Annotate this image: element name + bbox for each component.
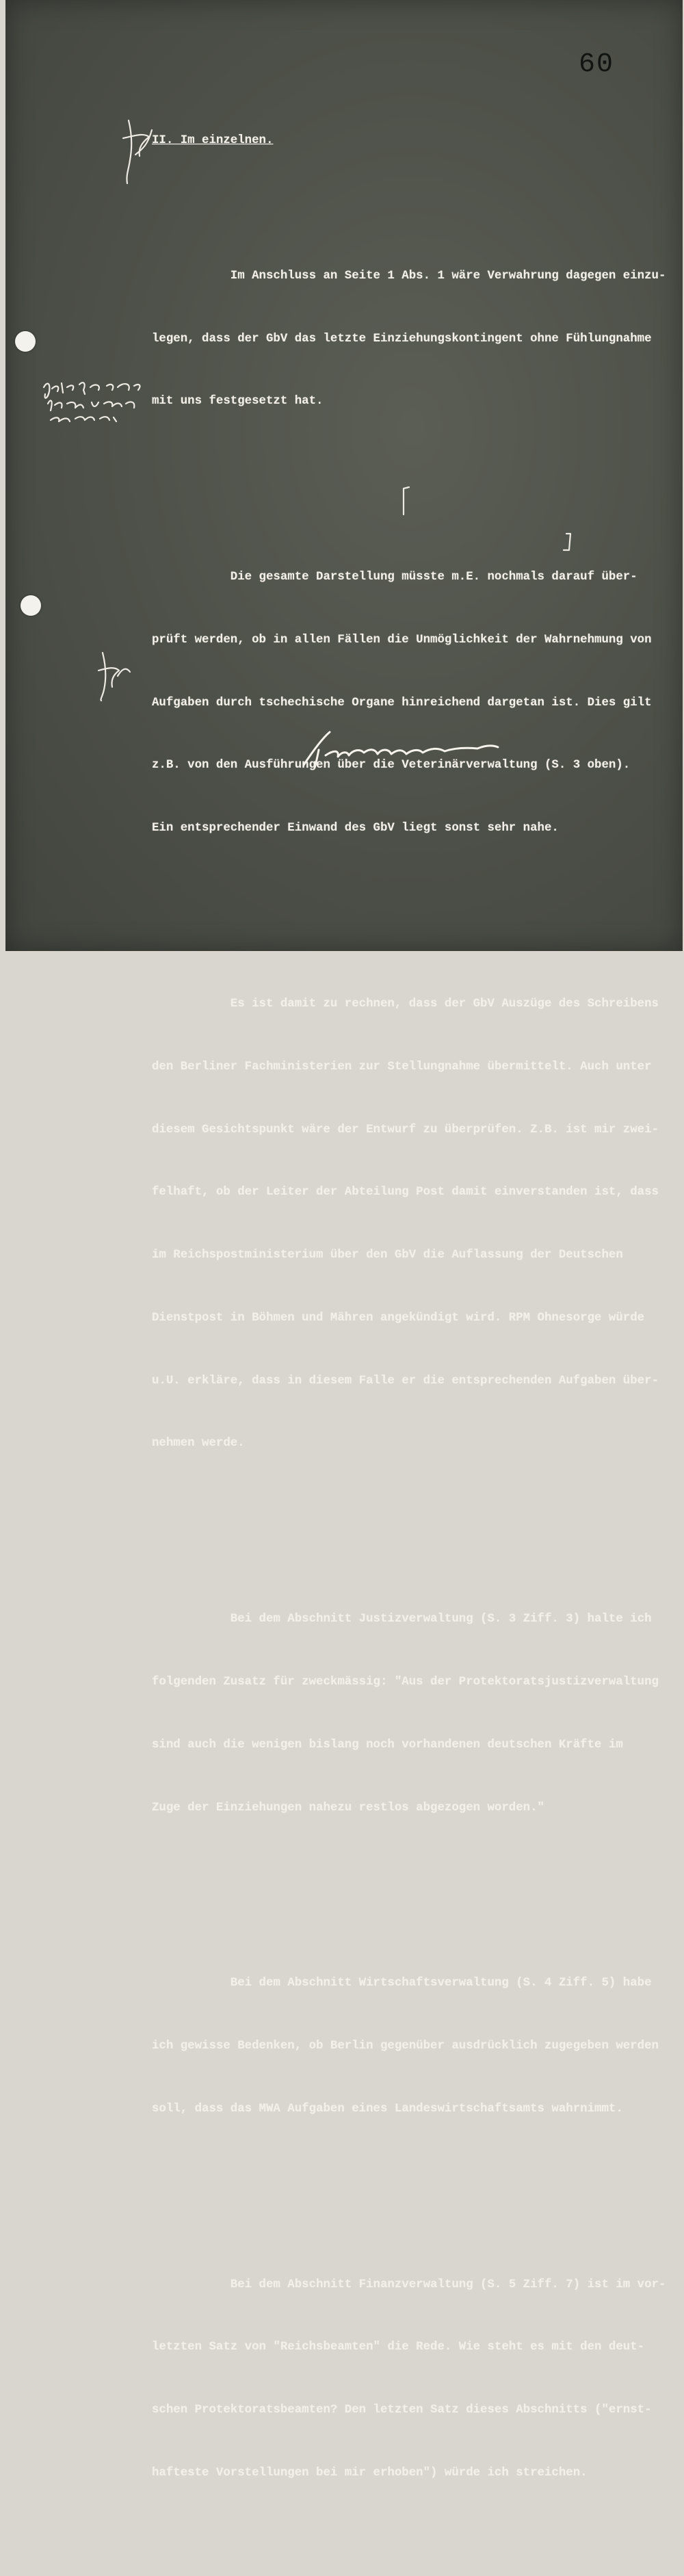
paragraph-line: ich gewisse Bedenken, ob Berlin gegenüber ausdrücklich zugegeben werden: [152, 2040, 659, 2053]
paragraph-line: Bei dem Abschnitt Wirtschaftsverwaltung (S. 4 Ziff. 5) habe: [152, 1977, 652, 1990]
paragraph-line: Im Anschluss an Seite 1 Abs. 1 wäre Verwahrung dagegen einzu-: [152, 269, 666, 283]
margin-handwriting-mark-bottom: [93, 649, 134, 703]
document-page: [5, 0, 683, 2480]
paragraph-line: im Reichspostministerium über den GbV die Auflassung der Deutschen: [152, 1249, 623, 1262]
paragraph-line: sind auch die wenigen bislang noch vorhandenen deutschen Kräfte im: [152, 1738, 623, 1752]
punch-hole-bottom: [21, 595, 41, 616]
paragraph-line: prüft werden, ob in allen Fällen die Unmöglichkeit der Wahrnehmung von: [152, 633, 652, 647]
paragraph-line: Aufgaben durch tschechische Organe hinreichend dargetan ist. Dies gilt: [152, 696, 652, 710]
margin-handwriting-note: [36, 378, 145, 432]
paragraph-line: hafteste Vorstellungen bei mir erhoben") würde ich streichen.: [152, 2466, 588, 2480]
handwritten-signature: [298, 725, 503, 773]
paragraph-line: Dienstpost in Böhmen und Mähren angekündigt wird. RPM Ohnesorge würde: [152, 1311, 645, 1325]
paragraph-1: [152, 224, 679, 455]
paragraph-line: folgenden Zusatz für zweckmässig: "Aus der Protektoratsjustizverwaltung: [152, 1675, 659, 1689]
paragraph-line: Ein entsprechender Einwand des GbV liegt sonst sehr nahe.: [152, 822, 559, 835]
page-number: 60: [579, 49, 615, 80]
paragraph-line: Die gesamte Darstellung müsste m.E. nochmals darauf über-: [152, 571, 637, 584]
document-body: [152, 89, 679, 2576]
paragraph-line: Bei dem Abschnitt Justizverwaltung (S. 3 Ziff. 3) halte ich: [152, 1613, 652, 1626]
paragraph-line: legen, dass der GbV das letzte Einziehungskontingent ohne Fühlungnahme: [152, 332, 652, 346]
paragraph-2: [152, 525, 679, 881]
paragraph-line: u.U. erkläre, dass in diesem Falle er die entsprechenden Aufgaben über-: [152, 1374, 659, 1388]
paragraph-4: [152, 1567, 679, 1860]
paragraph-line: Zuge der Einziehungen nahezu restlos abgezogen worden.": [152, 1801, 544, 1814]
margin-handwriting-mark-top: [115, 118, 156, 186]
paragraph-line: diesem Gesichtspunkt wäre der Entwurf zu überprüfen. Z.B. ist mir zwei-: [152, 1123, 659, 1136]
paragraph-line: soll, dass das MWA Aufgaben eines Landeswirtschaftsamts wahrnimmt.: [152, 2102, 623, 2116]
paragraph-line: Bei dem Abschnitt Finanzverwaltung (S. 5 Ziff. 7) ist im vor-: [152, 2278, 666, 2291]
punch-hole-top: [15, 331, 36, 352]
paragraph-5: [152, 1931, 679, 2162]
paragraph-line: den Berliner Fachministerien zur Stellungnahme übermittelt. Auch unter: [152, 1060, 652, 1074]
paragraph-6: [152, 2233, 679, 2525]
paragraph-line: schen Protektoratsbeamten? Den letzten Satz dieses Abschnitts ("ernst-: [152, 2404, 652, 2417]
paragraph-line: mit uns festgesetzt hat.: [152, 395, 324, 408]
section-heading: II. Im einzelnen.: [152, 134, 274, 148]
paragraph-line: felhaft, ob der Leiter der Abteilung Post damit einverstanden ist, dass: [152, 1186, 659, 1199]
paragraph-line: letzten Satz von "Reichsbeamten" die Rede. Wie steht es mit den deut-: [152, 2341, 645, 2354]
paragraph-line: Es ist damit zu rechnen, dass der GbV Auszüge des Schreibens: [152, 997, 659, 1011]
paragraph-3: [152, 952, 679, 1496]
paragraph-line: nehmen werde.: [152, 1437, 245, 1450]
paragraph-line: z.B. von den Ausführungen über die Veterinärverwaltung (S. 3 oben).: [152, 759, 631, 772]
